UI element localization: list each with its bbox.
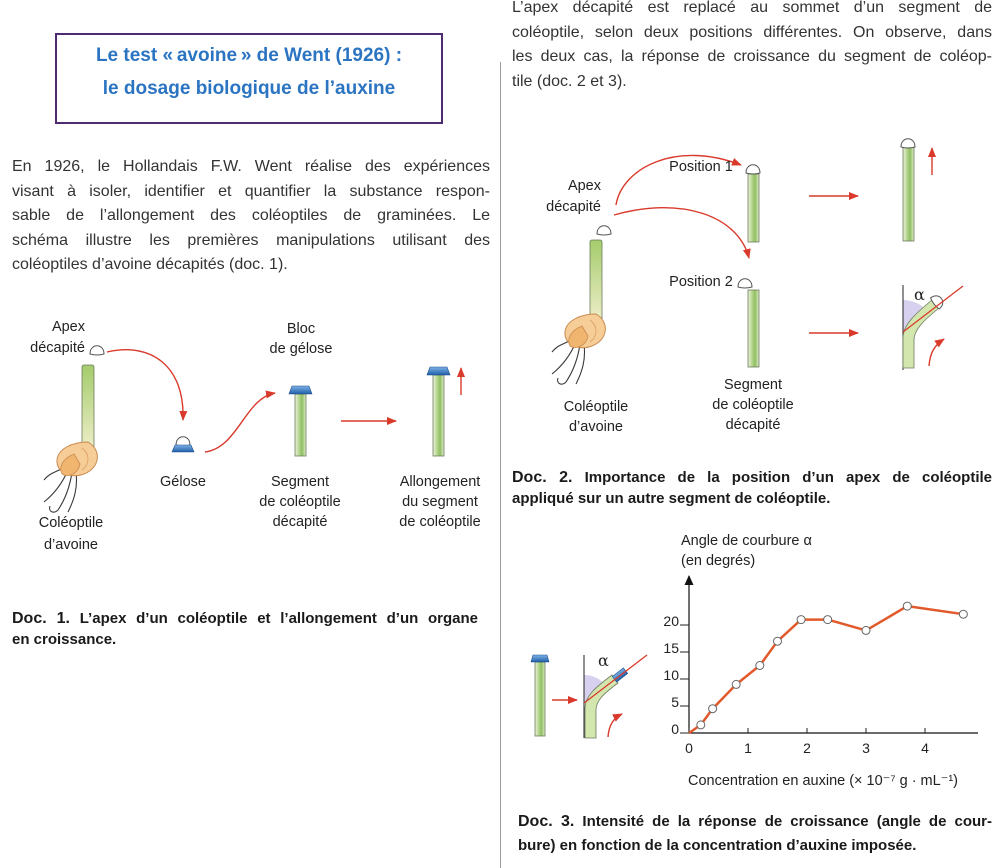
doc2-position2-label: Position 2 xyxy=(669,274,733,290)
x-tick-label: 0 xyxy=(685,740,693,756)
paragraph-line: tile (doc. 2 et 3). xyxy=(512,72,627,90)
apex-icon xyxy=(597,226,611,235)
apex-icon xyxy=(901,139,915,148)
caption-line xyxy=(518,810,992,834)
doc1-segment-label: décapité xyxy=(272,514,328,530)
doc2-apex-label: Apex xyxy=(567,178,601,194)
gelose-block-icon xyxy=(289,386,312,394)
gelose-block-icon xyxy=(172,445,194,452)
apex-icon xyxy=(90,346,104,355)
root xyxy=(576,344,585,384)
root xyxy=(558,344,580,384)
data-point xyxy=(959,610,967,618)
doc1-allongement-label: Allongement xyxy=(399,474,481,490)
seed-icon xyxy=(44,442,97,512)
paragraph-line: L’apex décapité est replacé au sommet d’un segment de xyxy=(512,0,992,16)
gelose-block-icon xyxy=(427,367,450,375)
caption-label: Doc. 2. xyxy=(512,469,573,486)
doc1-gelose-label: Gélose xyxy=(160,474,206,490)
caption-line: bure) en fonction de la concentration d’auxine imposée. xyxy=(518,837,917,854)
curved-arrow xyxy=(205,393,275,452)
intro-paragraph-left xyxy=(12,155,490,278)
segment-icon xyxy=(535,662,545,736)
doc1-coleoptile-label: d’avoine xyxy=(43,537,99,553)
doc3-small-diagram xyxy=(531,651,647,738)
x-tick-label: 4 xyxy=(921,740,929,756)
segment-icon xyxy=(748,290,759,367)
paragraph-line: En 1926, le Hollandais F.W. Went réalise des expériences xyxy=(12,158,490,175)
data-point xyxy=(903,602,911,610)
y-tick-label: 20 xyxy=(663,613,679,629)
doc1-caption xyxy=(12,608,478,650)
doc2-segment-label: décapité xyxy=(725,417,781,433)
doc1-apex-label: Apex xyxy=(51,319,85,335)
y-tick-label: 0 xyxy=(671,721,679,737)
doc2-diagram xyxy=(546,139,963,435)
doc2-segment-label: de coléoptile xyxy=(712,397,794,413)
apex-icon xyxy=(738,279,752,288)
doc1-apex-label: décapité xyxy=(30,340,85,356)
doc2-coleoptile-label: d’avoine xyxy=(568,419,624,435)
paragraph-line: coléoptile, selon deux positions différentes. On observe, dans xyxy=(512,23,992,41)
page-title-line: le dosage biologique de l’auxine xyxy=(102,78,396,99)
column-divider xyxy=(500,62,501,868)
gelose-block-icon xyxy=(531,655,549,662)
curved-arrow xyxy=(107,350,183,420)
doc3-chart xyxy=(663,533,978,789)
seed-icon xyxy=(552,314,605,384)
x-tick-label: 3 xyxy=(862,740,870,756)
segment-icon xyxy=(748,174,759,242)
page-title-line: Le test « avoine » de Went (1926) : xyxy=(95,45,403,66)
curvature-arrow-icon xyxy=(608,714,622,737)
doc2-caption xyxy=(512,467,992,509)
caption-line xyxy=(512,467,992,488)
data-point xyxy=(774,637,782,645)
x-axis-label: Concentration en auxine (× 10⁻⁷ g · mL⁻¹) xyxy=(688,773,959,789)
data-point xyxy=(797,616,805,624)
paragraph-line: schéma illustre les premières manipulations utilisant des xyxy=(12,231,490,249)
caption-text: L’apex d’un coléoptile et l’allongement d’un organe xyxy=(79,610,478,627)
x-tick-label: 2 xyxy=(803,740,811,756)
x-tick-label: 1 xyxy=(744,740,752,756)
intro-paragraph-right xyxy=(512,0,992,94)
doc1-allongement-label: de coléoptile xyxy=(399,514,481,530)
doc1-bloc-label: de gélose xyxy=(269,341,333,357)
y-tick-label: 10 xyxy=(663,667,679,683)
doc2-coleoptile-label: Coléoptile xyxy=(563,399,629,415)
doc3-angle-symbol: α xyxy=(598,651,609,670)
chart-title: Angle de courbure α xyxy=(681,533,812,549)
root xyxy=(50,472,72,512)
segment-icon xyxy=(295,394,306,456)
doc1-allongement-label: du segment xyxy=(402,494,478,510)
doc1-diagram xyxy=(30,319,481,553)
y-tick-label: 15 xyxy=(663,640,679,656)
data-point xyxy=(862,626,870,634)
root xyxy=(68,472,77,512)
data-point xyxy=(824,616,832,624)
data-point xyxy=(709,705,717,713)
paragraph-line: visant à isoler, identifier et quantifier la substance respon- xyxy=(12,182,490,200)
title-box xyxy=(55,33,443,124)
coleoptile-icon xyxy=(82,365,94,453)
paragraph-line: sable de l’allongement des coléoptiles de graminées. Le xyxy=(12,207,490,225)
apex-icon xyxy=(746,165,760,174)
caption-line: appliqué sur un autre segment de coléoptile. xyxy=(512,490,831,507)
data-point xyxy=(756,662,764,670)
coleoptile-icon xyxy=(590,240,602,324)
apex-icon xyxy=(176,437,190,446)
caption-label: Doc. 3. xyxy=(518,813,575,830)
doc1-segment-label: de coléoptile xyxy=(259,494,341,510)
doc2-segment-label: Segment xyxy=(723,377,783,393)
doc3-caption xyxy=(518,810,992,858)
doc1-segment-label: Segment xyxy=(270,474,330,490)
paragraph-line: les deux cas, la réponse de croissance du segment de coléop- xyxy=(512,48,992,66)
segment-icon xyxy=(433,375,444,456)
data-point xyxy=(732,680,740,688)
segment-icon xyxy=(903,146,914,241)
data-point xyxy=(697,721,705,729)
doc1-coleoptile-label: Coléoptile xyxy=(38,515,104,531)
y-tick-label: 5 xyxy=(671,694,679,710)
doc1-bloc-label: Bloc xyxy=(286,321,316,337)
caption-label: Doc. 1. xyxy=(12,610,70,627)
paragraph-line: coléoptiles d’avoine décapités (doc. 1). xyxy=(12,256,288,274)
data-line xyxy=(689,606,963,733)
caption-text: Intensité de la réponse de croissance (angle de cour- xyxy=(582,813,992,830)
doc2-angle-symbol: α xyxy=(914,285,925,304)
doc2-position1-label: Position 1 xyxy=(669,159,733,175)
curvature-arrow-icon xyxy=(929,339,944,366)
curved-arrow xyxy=(614,208,749,258)
caption-text: Importance de la position d’un apex de coléoptile xyxy=(584,469,992,486)
caption-line xyxy=(12,608,478,629)
doc2-apex-label: décapité xyxy=(546,199,601,215)
chart-subtitle: (en degrés) xyxy=(681,553,756,569)
caption-line: en croissance. xyxy=(12,631,117,648)
